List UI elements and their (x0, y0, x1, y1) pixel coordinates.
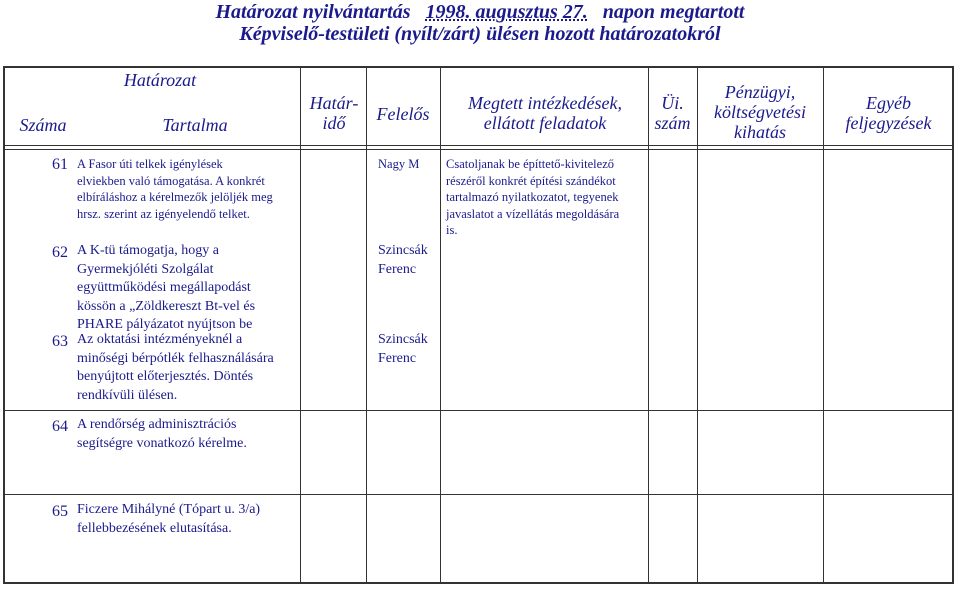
row-responsible-61: Nagy M (378, 157, 420, 171)
row-number-64: 64 (52, 418, 68, 435)
egyeb-line1: Egyéb (866, 93, 911, 113)
hatarido-line2: idő (322, 113, 346, 133)
row-number-61: 61 (52, 156, 68, 173)
row-number-63: 63 (52, 333, 68, 350)
header-divider-2 (3, 149, 954, 150)
col-header-szama: Száma (19, 115, 67, 135)
row-divider-64 (3, 494, 954, 495)
document-title (0, 1, 960, 23)
col-divider-deadline (366, 66, 367, 584)
col-divider-content (300, 66, 301, 584)
hatarido-line1: Határ- (309, 93, 359, 113)
title-part2: napon megtartott (602, 1, 745, 23)
row-content-64: A rendőrség adminisztrációs segítségre vonatkozó kérelme. (77, 417, 247, 451)
col-header-felelos: Felelős (376, 104, 430, 124)
ui-line2: szám (654, 113, 691, 133)
penzugyi-line2: költségvetési (714, 102, 806, 122)
egyeb-line2: feljegyzések (845, 113, 932, 133)
col-header-megtett (445, 93, 645, 133)
row-responsible-62: Szincsák Ferenc (378, 243, 428, 277)
meeting-date: 1998. augusztus 27. (425, 1, 588, 23)
row-measures-61: Csatoljanak be építtető-kivitelező részéről konkrét építési szándékot tartalmazó nyilatkozatot, tegyenek javaslatot a vízellátás megoldására is. (446, 157, 620, 237)
col-header-ui (648, 93, 697, 133)
row-content-65: Ficzere Mihályné (Tópart u. 3/a) fellebbezésének elutasítása. (77, 502, 261, 536)
col-header-hatarido (302, 93, 366, 133)
col-divider-responsible (440, 66, 441, 584)
ui-line1: Üi. (661, 93, 684, 113)
row-divider-63 (3, 410, 954, 411)
header-divider (3, 145, 954, 146)
row-content-63: Az oktatási intézményeknél a minőségi bérpótlék felhasználására benyújtott előterjesztés. Döntés rendkívüli ülésen. (77, 332, 274, 403)
col-header-tartalma: Tartalma (162, 115, 228, 135)
row-content-61: A Fasor úti telkek igénylések elviekben való támogatása. A konkrét elbíráláshoz a kérelmezők jelöljék meg hrsz. szerint az igényelendő telket. (77, 157, 273, 221)
megtett-line2: ellátott feladatok (483, 113, 607, 133)
col-divider-measures (648, 66, 649, 584)
penzugyi-line1: Pénzügyi, (724, 82, 796, 102)
col-header-hatarozat: Határozat (123, 70, 197, 90)
row-responsible-63: Szincsák Ferenc (378, 332, 428, 366)
megtett-line1: Megtett intézkedések, (468, 93, 622, 113)
row-number-65: 65 (52, 503, 68, 520)
col-divider-ui (697, 66, 698, 584)
col-header-penzugyi (697, 82, 823, 142)
penzugyi-line3: kihatás (734, 122, 786, 142)
row-content-62: A K-tü támogatja, hogy a Gyermekjóléti Szolgálat együttműködési megállapodást kössön a „Zöldkereszt Bt-vel és PHARE pályázatot nyújtson be (77, 243, 256, 332)
document-subtitle: Képviselő-testületi (nyílt/zárt) ülésen hozott határozatokról (239, 23, 721, 45)
row-number-62: 62 (52, 244, 68, 261)
title-part1: Határozat nyilvántartás (215, 1, 411, 23)
col-divider-financial (823, 66, 824, 584)
col-header-egyeb (823, 93, 954, 133)
